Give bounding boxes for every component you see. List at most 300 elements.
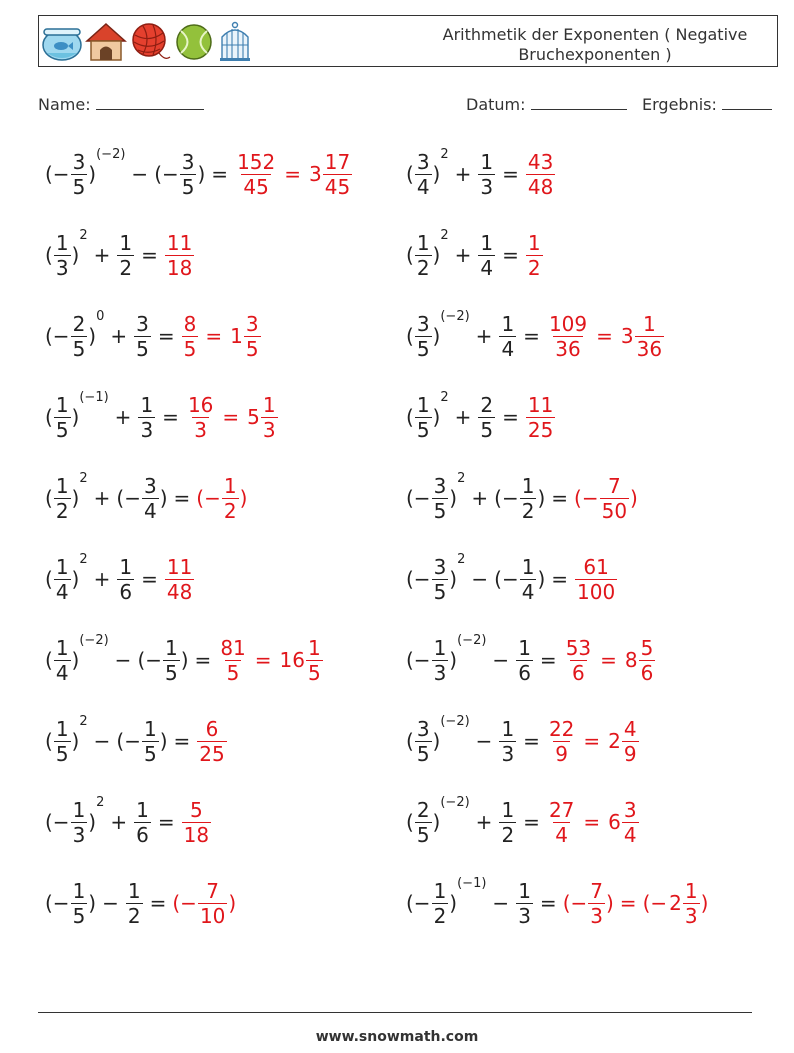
second-fraction xyxy=(516,636,533,685)
numerator: 1 xyxy=(55,392,69,417)
denominator: 4 xyxy=(416,174,430,199)
fishbowl-icon xyxy=(41,21,83,63)
paren: ) xyxy=(432,729,441,753)
whole-number: 2 xyxy=(669,891,682,915)
numerator: 1 xyxy=(518,878,531,903)
denominator: 5 xyxy=(416,417,430,442)
denominator: 5 xyxy=(55,741,69,766)
denominator: 3 xyxy=(518,903,531,928)
paren: (− xyxy=(642,891,668,915)
denominator: 18 xyxy=(166,255,193,280)
operator: − xyxy=(492,648,510,672)
equals-sign: = xyxy=(157,810,175,834)
paren: (− xyxy=(406,648,431,672)
operator: − xyxy=(492,891,510,915)
denominator: 4 xyxy=(521,579,535,604)
answer xyxy=(196,474,247,523)
answer xyxy=(546,717,640,766)
equals-sign: = xyxy=(254,648,272,672)
answer-fraction xyxy=(222,474,239,523)
numerator: 3 xyxy=(416,716,430,741)
second-fraction xyxy=(138,393,155,442)
second-fraction xyxy=(520,555,537,604)
base-fraction xyxy=(71,312,88,361)
answer-fraction xyxy=(323,150,352,199)
problem-item xyxy=(45,305,262,367)
problem-item xyxy=(406,629,656,691)
numerator: 1 xyxy=(521,554,535,579)
name-field[interactable] xyxy=(38,95,204,114)
numerator: 3 xyxy=(143,473,157,498)
whole-number: 2 xyxy=(608,729,621,753)
whole-number: 6 xyxy=(608,810,621,834)
paren: (− xyxy=(406,891,431,915)
numerator: 1 xyxy=(642,311,656,336)
numerator: 1 xyxy=(55,716,69,741)
operator: − xyxy=(471,567,489,591)
paren: ) xyxy=(88,891,97,915)
answer xyxy=(525,231,544,280)
numerator: 1 xyxy=(223,473,237,498)
denominator: 2 xyxy=(521,498,535,523)
paren: ) xyxy=(239,486,248,510)
result-label: Ergebnis: xyxy=(642,95,717,114)
exponent: (−2) xyxy=(457,633,487,648)
problem-item xyxy=(45,629,324,691)
equals-sign: = xyxy=(173,486,191,510)
second-fraction xyxy=(163,636,180,685)
worksheet-header xyxy=(38,15,778,67)
second-fraction xyxy=(499,798,516,847)
denominator: 2 xyxy=(55,498,69,523)
base-fraction xyxy=(54,393,71,442)
denominator: 5 xyxy=(165,660,178,685)
denominator: 3 xyxy=(72,822,86,847)
denominator: 5 xyxy=(245,336,259,361)
problem-item xyxy=(45,143,353,205)
tennis-ball-icon xyxy=(173,21,215,63)
operator: − xyxy=(102,891,119,915)
denominator: 3 xyxy=(590,903,603,928)
denominator: 5 xyxy=(307,660,321,685)
operator: − xyxy=(131,162,149,186)
paren: ) xyxy=(88,810,97,834)
name-label: Name: xyxy=(38,95,91,114)
exponent: (−2) xyxy=(96,147,126,162)
numerator: 8 xyxy=(183,311,197,336)
numerator: 3 xyxy=(136,311,149,336)
paren: (− xyxy=(562,891,588,915)
equals-sign: = xyxy=(523,729,540,753)
paren: ) xyxy=(432,810,441,834)
second-fraction xyxy=(499,717,516,766)
whole-number: 3 xyxy=(620,324,634,348)
denominator: 3 xyxy=(684,903,698,928)
denominator: 6 xyxy=(572,660,585,685)
second-fraction xyxy=(142,474,159,523)
name-blank[interactable] xyxy=(96,95,204,110)
denominator: 2 xyxy=(119,255,133,280)
numerator: 53 xyxy=(565,635,592,660)
denominator: 3 xyxy=(480,174,494,199)
denominator: 25 xyxy=(199,741,225,766)
numerator: 1 xyxy=(72,878,86,903)
numerator: 1 xyxy=(127,878,141,903)
second-fraction xyxy=(520,474,537,523)
base-fraction xyxy=(54,474,71,523)
answer-fraction xyxy=(165,555,194,604)
answer xyxy=(196,717,227,766)
answer-fraction xyxy=(235,150,277,199)
base-fraction xyxy=(71,798,88,847)
denominator: 5 xyxy=(226,660,240,685)
equals-sign: = xyxy=(551,486,569,510)
numerator: 2 xyxy=(480,392,494,417)
second-fraction xyxy=(516,879,533,928)
numerator: 11 xyxy=(166,554,193,579)
numerator: 1 xyxy=(501,797,515,822)
equals-sign: = xyxy=(502,243,519,267)
problem-item xyxy=(45,710,228,772)
equals-sign: = xyxy=(600,648,617,672)
paren: ( xyxy=(406,729,414,753)
numerator: 152 xyxy=(237,149,276,174)
answer-fraction xyxy=(635,312,664,361)
denominator: 4 xyxy=(55,579,69,604)
answer xyxy=(563,879,709,928)
birdcage-icon xyxy=(217,21,253,63)
problem-item xyxy=(45,386,279,448)
numerator: 27 xyxy=(548,797,575,822)
denominator: 9 xyxy=(623,741,637,766)
numerator: 1 xyxy=(416,392,430,417)
numerator: 3 xyxy=(416,149,430,174)
problem-item xyxy=(406,386,556,448)
denominator: 3 xyxy=(433,660,447,685)
exponent: 0 xyxy=(96,309,105,324)
date-blank[interactable] xyxy=(531,95,627,110)
answer xyxy=(574,474,638,523)
answer xyxy=(563,636,657,685)
operator: + xyxy=(93,567,111,591)
denominator: 5 xyxy=(72,336,86,361)
second-fraction xyxy=(499,312,516,361)
base-fraction xyxy=(432,636,449,685)
equals-sign: = xyxy=(539,891,557,915)
exponent: 2 xyxy=(79,471,88,486)
second-fraction xyxy=(134,312,151,361)
answer-fraction xyxy=(198,879,227,928)
numerator: 6 xyxy=(205,716,219,741)
answer xyxy=(546,798,640,847)
problem-item xyxy=(45,224,195,286)
exponent: 2 xyxy=(457,471,466,486)
numerator: 16 xyxy=(187,392,214,417)
numerator: 61 xyxy=(583,554,609,579)
footer-divider xyxy=(38,1012,752,1013)
exponent: 2 xyxy=(79,714,88,729)
result-blank[interactable] xyxy=(722,95,772,110)
answer-fraction xyxy=(526,393,555,442)
operator: + xyxy=(110,324,128,348)
denominator: 5 xyxy=(433,579,447,604)
numerator: 1 xyxy=(119,554,133,579)
paren: (− xyxy=(172,891,197,915)
numerator: 109 xyxy=(548,311,588,336)
answer xyxy=(172,879,236,928)
operator: − xyxy=(93,729,111,753)
equals-sign: = xyxy=(583,810,601,834)
second-fraction xyxy=(142,717,159,766)
numerator: 1 xyxy=(55,635,69,660)
denominator: 5 xyxy=(480,417,494,442)
numerator: 1 xyxy=(480,230,494,255)
answer-fraction xyxy=(575,555,617,604)
base-fraction xyxy=(415,150,432,199)
numerator: 3 xyxy=(416,311,430,336)
numerator: 3 xyxy=(181,149,195,174)
paren: ( xyxy=(45,648,53,672)
result-field[interactable] xyxy=(642,95,772,114)
problem-item xyxy=(45,467,247,529)
denominator: 5 xyxy=(433,498,447,523)
denominator: 2 xyxy=(527,255,541,280)
answer-fraction xyxy=(639,636,656,685)
denominator: 100 xyxy=(577,579,616,604)
paren: ) xyxy=(71,567,80,591)
answer-fraction xyxy=(588,879,605,928)
base-fraction xyxy=(54,636,71,685)
answer-fraction xyxy=(526,231,543,280)
second-fraction xyxy=(478,393,495,442)
paren: ) xyxy=(71,648,80,672)
date-field[interactable] xyxy=(466,95,627,114)
problem-item xyxy=(406,467,638,529)
denominator: 45 xyxy=(243,174,269,199)
numerator: 1 xyxy=(72,797,86,822)
answer xyxy=(185,393,279,442)
paren: (− xyxy=(45,162,70,186)
equals-sign: = xyxy=(583,729,601,753)
paren: ) xyxy=(228,891,237,915)
paren: ( xyxy=(45,405,53,429)
paren: ) xyxy=(630,486,638,510)
denominator: 5 xyxy=(416,741,430,766)
operator: + xyxy=(471,486,489,510)
answer-fraction xyxy=(197,717,226,766)
answer xyxy=(181,798,212,847)
denominator: 5 xyxy=(136,336,149,361)
paren: (− xyxy=(574,486,599,510)
paren: ) xyxy=(159,486,168,510)
problem-item xyxy=(406,143,556,205)
answer xyxy=(546,312,665,361)
answer-fraction xyxy=(182,312,199,361)
problem-item xyxy=(45,872,236,934)
answer xyxy=(181,312,262,361)
base-fraction xyxy=(415,231,432,280)
paren: ) xyxy=(71,405,80,429)
exponent: 2 xyxy=(79,228,88,243)
exponent: 2 xyxy=(440,228,449,243)
answer xyxy=(164,231,195,280)
paren: ) xyxy=(537,567,546,591)
footer-url: www.snowmath.com xyxy=(315,1029,479,1045)
paren: ) xyxy=(180,648,189,672)
paren: ) xyxy=(71,729,80,753)
second-fraction xyxy=(180,150,197,199)
denominator: 6 xyxy=(119,579,133,604)
numerator: 1 xyxy=(55,473,69,498)
exponent: (−2) xyxy=(440,795,470,810)
paren: (− xyxy=(116,486,141,510)
paren: ( xyxy=(406,162,414,186)
numerator: 1 xyxy=(501,311,515,336)
numerator: 4 xyxy=(623,716,637,741)
equals-sign: = xyxy=(619,891,637,915)
base-fraction xyxy=(54,717,71,766)
equals-sign: = xyxy=(551,567,569,591)
paren: ) xyxy=(432,162,441,186)
denominator: 10 xyxy=(199,903,226,928)
numerator: 7 xyxy=(590,878,603,903)
equals-sign: = xyxy=(211,162,229,186)
paren: ( xyxy=(45,567,53,591)
denominator: 6 xyxy=(518,660,531,685)
paren: ) xyxy=(449,486,458,510)
paren: ) xyxy=(432,405,441,429)
denominator: 3 xyxy=(140,417,154,442)
answer-fraction xyxy=(547,717,576,766)
numerator: 1 xyxy=(262,392,276,417)
numerator: 7 xyxy=(206,878,220,903)
paren: ( xyxy=(406,810,414,834)
numerator: 1 xyxy=(684,878,698,903)
numerator: 17 xyxy=(324,149,351,174)
answer-fraction xyxy=(218,636,247,685)
denominator: 6 xyxy=(640,660,654,685)
paren: ) xyxy=(537,486,546,510)
numerator: 3 xyxy=(623,797,637,822)
problem-item xyxy=(406,305,665,367)
operator: + xyxy=(93,486,111,510)
denominator: 18 xyxy=(183,822,210,847)
paren: (− xyxy=(137,648,162,672)
paren: ) xyxy=(700,891,709,915)
answer xyxy=(574,555,618,604)
denominator: 25 xyxy=(527,417,554,442)
answer-fraction xyxy=(165,231,194,280)
base-fraction xyxy=(71,150,88,199)
paren: ) xyxy=(88,324,97,348)
numerator: 1 xyxy=(501,716,515,741)
base-fraction xyxy=(415,312,432,361)
operator: + xyxy=(454,243,472,267)
denominator: 36 xyxy=(555,336,581,361)
answer-fraction xyxy=(622,717,639,766)
numerator: 1 xyxy=(165,635,178,660)
base-fraction xyxy=(71,879,88,928)
denominator: 4 xyxy=(555,822,569,847)
answer-fraction xyxy=(600,474,629,523)
answer xyxy=(234,150,353,199)
equals-sign: = xyxy=(173,729,191,753)
numerator: 1 xyxy=(119,230,133,255)
second-fraction xyxy=(126,879,143,928)
problem-item xyxy=(45,548,195,610)
header-icons xyxy=(41,19,253,65)
paren: ) xyxy=(432,324,441,348)
numerator: 1 xyxy=(55,554,69,579)
base-fraction xyxy=(415,798,432,847)
exponent: (−2) xyxy=(440,714,470,729)
operator: + xyxy=(454,405,472,429)
exponent: 2 xyxy=(440,390,449,405)
equals-sign: = xyxy=(162,405,179,429)
numerator: 2 xyxy=(416,797,430,822)
numerator: 1 xyxy=(521,473,535,498)
paren: ( xyxy=(45,243,53,267)
answer xyxy=(164,555,195,604)
exponent: (−2) xyxy=(79,633,109,648)
problem-item xyxy=(406,224,544,286)
problem-item xyxy=(406,710,640,772)
paren: ) xyxy=(71,243,80,267)
whole-number: 16 xyxy=(279,648,305,672)
answer-fraction xyxy=(683,879,700,928)
numerator: 1 xyxy=(307,635,321,660)
base-fraction xyxy=(415,717,432,766)
paren: (− xyxy=(406,567,431,591)
operator: − xyxy=(475,729,493,753)
exponent: 2 xyxy=(457,552,466,567)
denominator: 3 xyxy=(194,417,208,442)
numerator: 1 xyxy=(416,230,430,255)
paren: (− xyxy=(116,729,141,753)
denominator: 3 xyxy=(262,417,276,442)
numerator: 5 xyxy=(640,635,654,660)
denominator: 2 xyxy=(416,255,430,280)
operator: − xyxy=(114,648,132,672)
numerator: 3 xyxy=(433,473,447,498)
numerator: 1 xyxy=(136,797,149,822)
second-fraction xyxy=(134,798,151,847)
denominator: 3 xyxy=(55,255,69,280)
operator: + xyxy=(475,324,493,348)
answer xyxy=(525,150,556,199)
date-label: Datum: xyxy=(466,95,526,114)
denominator: 5 xyxy=(72,174,86,199)
doghouse-icon xyxy=(85,21,127,63)
exponent: 2 xyxy=(79,552,88,567)
denominator: 45 xyxy=(324,174,351,199)
denominator: 4 xyxy=(501,336,515,361)
operator: + xyxy=(110,810,128,834)
denominator: 48 xyxy=(527,174,554,199)
numerator: 1 xyxy=(480,149,494,174)
paren: ) xyxy=(71,486,80,510)
numerator: 22 xyxy=(548,716,575,741)
paren: ( xyxy=(406,324,414,348)
equals-sign: = xyxy=(157,324,175,348)
denominator: 6 xyxy=(136,822,149,847)
yarn-ball-icon xyxy=(129,21,171,63)
denominator: 5 xyxy=(183,336,197,361)
second-fraction xyxy=(478,231,495,280)
answer xyxy=(525,393,556,442)
base-fraction xyxy=(432,879,449,928)
denominator: 5 xyxy=(416,336,430,361)
